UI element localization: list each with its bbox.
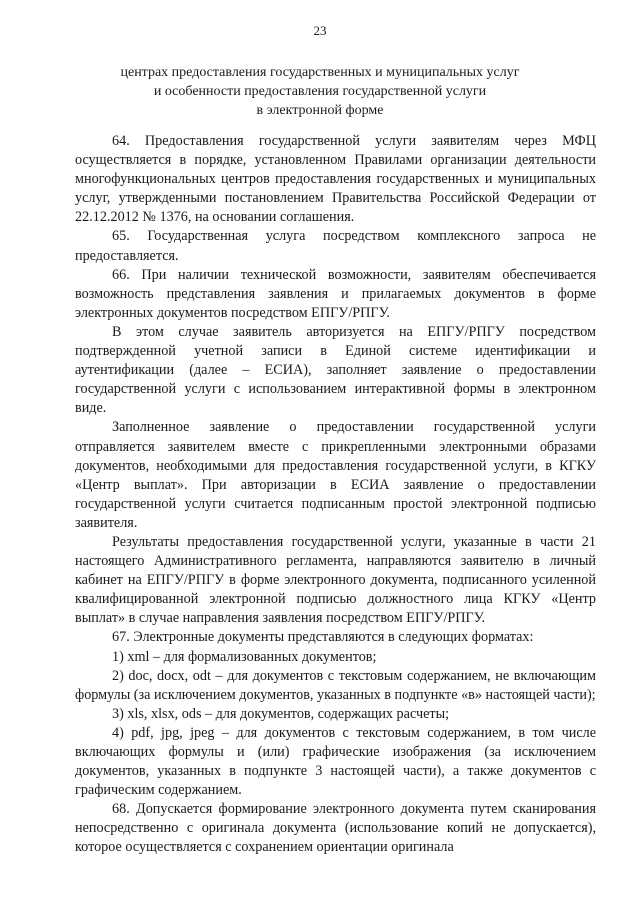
- paragraph-68: 68. Допускается формирование электронного документа путем сканирования непосредственно с оригинала документа (использование копий не допускается), которое осуществляется с сохранением ориентации оригинала: [75, 801, 596, 856]
- heading-line: и особенности предоставления государственной услуги: [153, 84, 487, 99]
- list-item-format-4: 4) pdf, jpg, jpeg – для документов с текстовым содержанием, в том числе включающих формулы и (или) графические изображения (за исключением документов, указанных в подпункте 3 настоящей части), а также документов с графическим содержанием.: [75, 724, 596, 799]
- list-item-format-2: 2) doc, docx, odt – для документов с текстовым содержанием, не включающим формулы (за исключением документов, указанных в подпункте «в» настоящей части);: [75, 667, 596, 703]
- list-item-format-1: 1) xml – для формализованных документов;: [112, 648, 377, 665]
- paragraph-64: 64. Предоставления государственной услуги заявителям через МФЦ осуществляется в порядке, установленном Правилами организации деятельности многофункциональных центров предоставления государственных и муниципальных услуг, утвержденными постановлением Правительства Российской Федерации от 22.12.2012 № 1376, на основании соглашения.: [75, 133, 596, 226]
- paragraph-67: 67. Электронные документы представляются в следующих форматах:: [112, 629, 534, 646]
- paragraph-66-authorization: В этом случае заявитель авторизуется на ЕПГУ/РПГУ посредством подтвержденной учетной записи в Единой системе идентификации и аутентификации (далее – ЕСИА), заполняет заявление о предоставлении государственной услуги с использованием интерактивной формы в электронном виде.: [75, 323, 596, 417]
- paragraph-66-results: Результаты предоставления государственной услуги, указанные в части 21 настоящего Административного регламента, направляются заявителю в личный кабинет на ЕПГУ/РПГУ в форме электронного документа, подписанного усиленной квалифицированной электронной подписью должностного лица КГКУ «Центр выплат» в случае направления заявления посредством ЕПГУ/РПГУ.: [75, 533, 596, 627]
- page-number: 23: [313, 23, 327, 38]
- paragraph-66: 66. При наличии технической возможности, заявителям обеспечивается возможность представления заявления и прилагаемых документов в форме электронных документов посредством ЕПГУ/РПГУ.: [75, 266, 596, 321]
- document-body: [75, 132, 596, 858]
- list-item-format-3: 3) xls, xlsx, ods – для документов, содержащих расчеты;: [112, 705, 450, 722]
- section-heading: [104, 63, 536, 120]
- heading-line: центрах предоставления государственных и муниципальных услуг: [120, 65, 520, 80]
- paragraph-65: 65. Государственная услуга посредством комплексного запроса не предоставляется.: [75, 228, 596, 264]
- heading-line: в электронной форме: [256, 103, 384, 118]
- paragraph-66-submission: Заполненное заявление о предоставлении государственной услуги отправляется заявителем вместе с прикрепленными электронными образами документов, необходимыми для предоставления государственной услуги, в КГКУ «Центр выплат». При авторизации в ЕСИА заявление о предоставлении государственной услуги считается подписанным простой электронной подписью заявителя.: [75, 419, 596, 531]
